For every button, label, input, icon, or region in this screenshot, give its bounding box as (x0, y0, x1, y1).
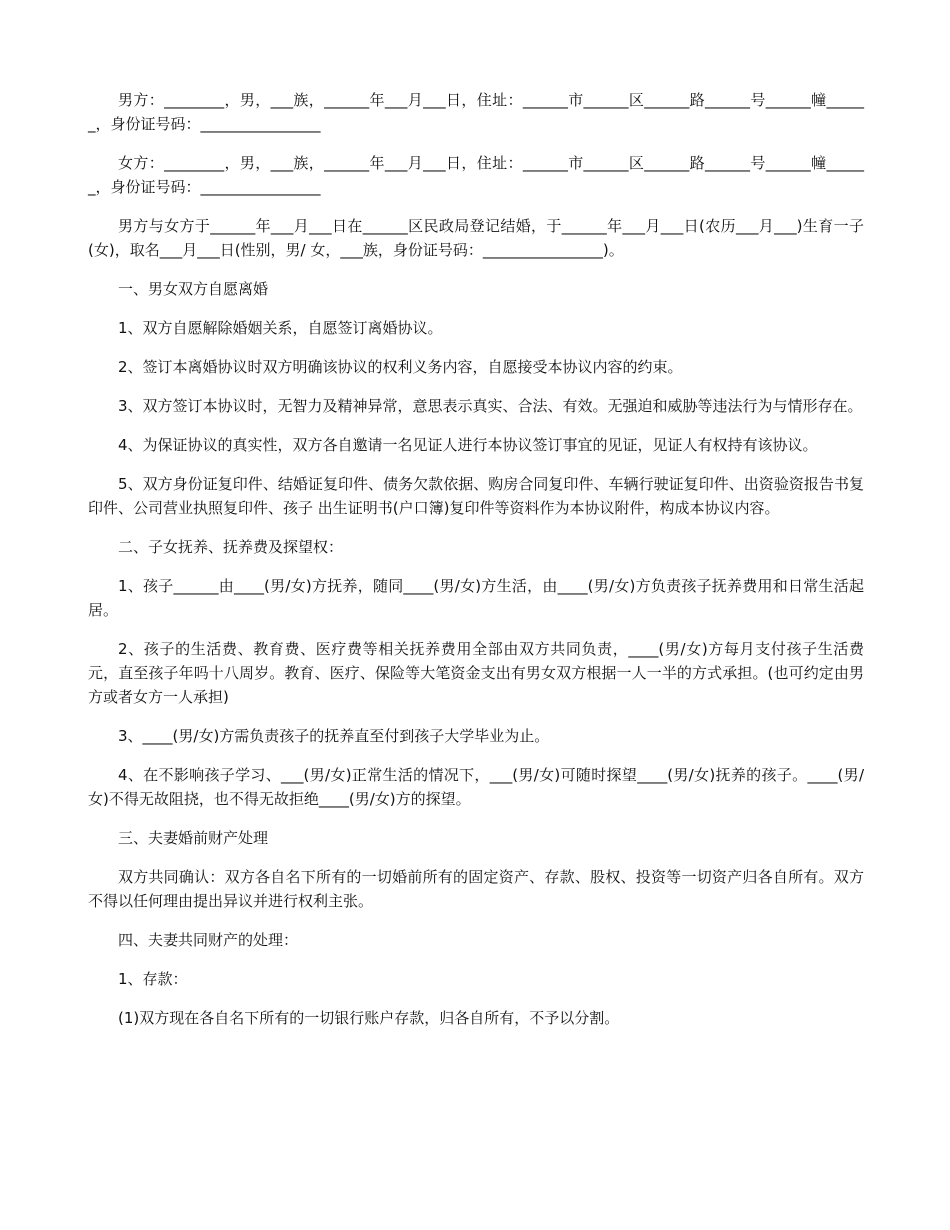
clause-1-4: 4、为保证协议的真实性，双方各自邀请一名见证人进行本协议签订事宜的见证，见证人有权持有该协议。 (118, 436, 818, 454)
document-page (88, 88, 864, 1045)
section-heading-2: 二、子女抚养、抚养费及探望权： (118, 538, 344, 556)
party-female-info: 女方：________，男，___族，______年___月___日，住址：______市______区______路______号______幢______，身份证号码：________________ (88, 154, 864, 196)
clause-1-1: 1、双方自愿解除婚姻关系，自愿签订离婚协议。 (118, 319, 443, 337)
clause-2-3: 3、____(男/女)方需负责孩子的抚养直至付到孩子大学毕业为止。 (118, 727, 550, 745)
clause-2-4: 4、在不影响孩子学习、___(男/女)正常生活的情况下，___(男/女)可随时探望____(男/女)抚养的孩子。____(男/女)不得无故阻挠，也不得无故拒绝____(男/女)方的探望。 (88, 766, 864, 808)
section-heading-4: 四、夫妻共同财产的处理： (118, 931, 299, 949)
clause-4-1: 1、存款： (118, 970, 188, 988)
clause-3-body: 双方共同确认：双方各自名下所有的一切婚前所有的固定资产、存款、股权、投资等一切资产归各自所有。双方不得以任何理由提出异议并进行权利主张。 (88, 868, 864, 910)
clause-1-2: 2、签订本离婚协议时双方明确该协议的权利义务内容，自愿接受本协议内容的约束。 (118, 358, 683, 376)
clause-1-5: 5、双方身份证复印件、结婚证复印件、债务欠款依据、购房合同复印件、车辆行驶证复印件、出资验资报告书复印件、公司营业执照复印件、孩子 出生证明书(户口簿)复印件等资料作为本协议附件，构成本协议内容。 (88, 475, 864, 517)
section-heading-3: 三、夫妻婚前财产处理 (118, 829, 269, 847)
clause-4-1-1: (1)双方现在各自名下所有的一切银行账户存款，归各自所有，不予以分割。 (118, 1009, 620, 1027)
clause-2-1: 1、孩子______由____(男/女)方抚养，随同____(男/女)方生活，由____(男/女)方负责孩子抚养费用和日常生活起居。 (88, 577, 864, 619)
party-male-info: 男方：________，男，___族，______年___月___日，住址：______市______区______路______号______幢______，身份证号码：________________ (88, 91, 864, 133)
section-heading-1: 一、男女双方自愿离婚 (118, 280, 269, 298)
marriage-info: 男方与女方于______年___月___日在______区民政局登记结婚，于______年___月___日(农历___月___)生育一子(女)，取名___月___日(性别，男/ 女，___族，身份证号码：________________)。 (88, 217, 864, 259)
clause-1-3: 3、双方签订本协议时，无智力及精神异常，意思表示真实、合法、有效。无强迫和威胁等违法行为与情形存在。 (118, 397, 863, 415)
clause-2-2: 2、孩子的生活费、教育费、医疗费等相关抚养费用全部由双方共同负责，____(男/女)方每月支付孩子生活费 元，直至孩子年吗十八周岁。教育、医疗、保险等大笔资金支出有男女双方根据一人一半的方式承担。(也可约定由男方或者女方一人承担) (88, 640, 864, 706)
